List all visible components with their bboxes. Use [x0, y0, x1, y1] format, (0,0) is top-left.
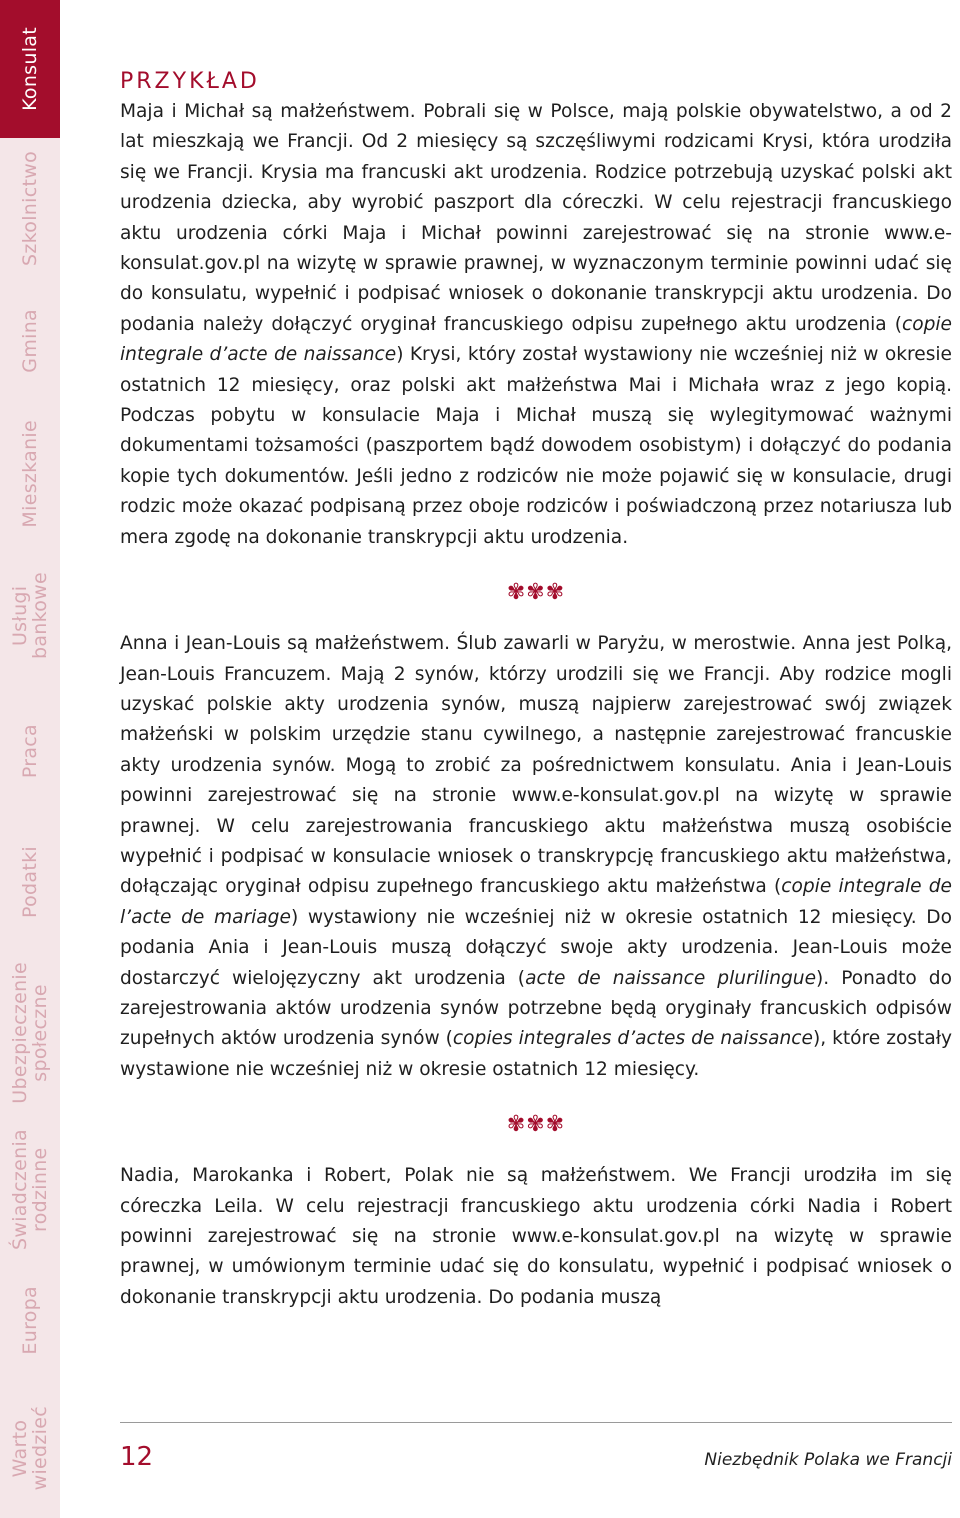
tab-gmina[interactable] — [0, 278, 60, 404]
text-run: ). Ponadto do zarejestrowania aktów urodzenia synów potrzebne będą oryginały francuskich odpisów zupełnych aktów urodzenia synów ( — [120, 967, 952, 1050]
text-run: Anna i Jean-Louis są małżeństwem. Ślub zawarli w Paryżu, w merostwie. Anna jest Polką, Jean-Louis Francuzem. Mają 2 synów, którzy urodzili się we Francji. Aby rodzice mogli uzyskać polskie akty urodzenia synów, muszą najpierw zarejestrować swój związek małżeński w polskim urzędzie stanu cywilnego, a następnie zarejestrować francuskie akty urodzenia synów. Mogą to zrobić za pośrednictwem konsulatu. Ania i Jean-Louis powinni zarejestrować się na stronie www.e-konsulat.gov.pl na wizytę w sprawie prawnej. W celu zarejestrowania francuskiego aktu małżeństwa muszą osobiście wypełnić i podpisać w konsulacie wniosek o transkrypcję francuskiego aktu małżeństwa, dołączając oryginał odpisu zupełnego francuskiego aktu małżeństwa ( — [120, 633, 952, 898]
tab-label: Usługi bankowe — [9, 572, 51, 660]
tab-label: Podatki — [19, 846, 41, 918]
tab-uslugi-bankowe[interactable] — [0, 544, 60, 688]
paragraph-nadia-robert: Nadia, Marokanka i Robert, Polak nie są małżeństwem. We Francji urodziła im się córeczka Leila. W celu rejestracji francuskiego aktu urodzenia córki Nadia i Robert powinni zarejestrować się na stronie www.e-konsulat.gov.pl na wizytę w sprawie prawnej, w umówionym terminie udać się do konsulatu, wypełnić i podpisać wniosek o dokonanie transkrypcji aktu urodzenia. Do podania muszą — [120, 1165, 952, 1308]
tab-label: Świadczenia rodzinne — [9, 1128, 51, 1250]
paragraph-anna-jean-louis — [120, 629, 952, 1085]
tab-label: Europa — [19, 1285, 41, 1355]
text-run: ) wystawiony nie wcześniej niż w okresie ostatnich 12 miesięcy. Do podania Ania i Jean-Louis muszą dołączyć swoje akty urodzenia. Jean-Louis może dostarczyć wielojęzyczny akt urodzenia ( — [120, 906, 952, 989]
book-title: Niezbędnik Polaka we Francji — [704, 1450, 952, 1470]
tab-label: Warto wiedzieć — [9, 1405, 51, 1491]
french-term: copie integrale de l’acte de mariage — [120, 876, 952, 928]
tab-warto-wiedziec[interactable] — [0, 1378, 60, 1518]
text-run: ) Krysi, który został wystawiony nie wcześniej niż w okresie ostatnich 12 miesięcy, oraz polski akt małżeństwa Mai i Michała wraz z jego kopią. Podczas pobytu w konsulacie Maja i Michał muszą się wylegitymować ważnymi dokumentami tożsamości (paszportem bądź dowodem osobistym) i dołączyć do podania kopie tych dokumentów. Jeśli jedno z rodziców nie może pojawić się w konsulacie, drugi rodzic może okazać podpisaną przez oboje rodziców i poświadczoną przez notariusza lub mera zgodę na dokonanie transkrypcji aktu urodzenia. — [120, 344, 952, 548]
section-sidebar — [0, 0, 60, 1518]
tab-label: Konsulat — [19, 27, 41, 111]
tab-europa[interactable] — [0, 1262, 60, 1378]
tab-podatki[interactable] — [0, 814, 60, 950]
text-run: Maja i Michał są małżeństwem. Pobrali się w Polsce, mają polskie obywatelstwo, a od 2 lat mieszkają we Francji. Od 2 miesięcy są szczęśliwymi rodzicami Krysi, która urodziła się we Francji. Krysia ma francuski akt urodzenia. Rodzice potrzebują uzyskać polski akt urodzenia dziecka, aby wyrobić paszport dla córeczki. W celu rejestracji francuskiego aktu urodzenia córki Maja i Michał powinni zarejestrować się na stronie www.e-konsulat.gov.pl na wizytę w sprawie prawnej, w wyznaczonym terminie powinni udać się do konsulatu, wypełnić i podpisać wniosek o dokonanie transkrypcji aktu urodzenia. Do podania należy dołączyć oryginał francuskiego odpisu zupełnego aktu urodzenia ( — [120, 101, 952, 335]
tab-swiadczenia-rodzinne[interactable] — [0, 1116, 60, 1262]
tab-label: Ubezpieczenie społeczne — [9, 962, 51, 1104]
tab-mieszkanie[interactable] — [0, 404, 60, 544]
tab-szkolnictwo[interactable] — [0, 138, 60, 278]
ornament-divider: ✾✾✾ — [506, 580, 566, 606]
tab-label: Gmina — [19, 309, 41, 373]
text-run: ), które zostały wystawione nie wcześniej niż w okresie ostatnich 12 miesięcy. — [120, 1028, 953, 1080]
tab-label: Mieszkanie — [19, 420, 41, 528]
example-section — [120, 68, 952, 1313]
ornament-divider: ✾✾✾ — [506, 1112, 566, 1138]
tab-ubezpieczenie-spoleczne[interactable] — [0, 950, 60, 1116]
tab-konsulat[interactable] — [0, 0, 60, 138]
tab-praca[interactable] — [0, 688, 60, 814]
footer-rule — [120, 1422, 952, 1423]
french-term: copie integrale d’acte de naissance — [120, 313, 952, 366]
tab-label: Praca — [19, 723, 41, 779]
french-term: acte de naissance plurilingue — [525, 967, 817, 989]
example-heading: PRZYKŁAD — [120, 69, 260, 94]
tab-label: Szkolnictwo — [19, 150, 41, 266]
page-number: 12 — [120, 1442, 154, 1472]
paragraph-maja-michal — [120, 97, 952, 553]
french-term: copies integrales d’actes de naissance — [452, 1028, 813, 1050]
